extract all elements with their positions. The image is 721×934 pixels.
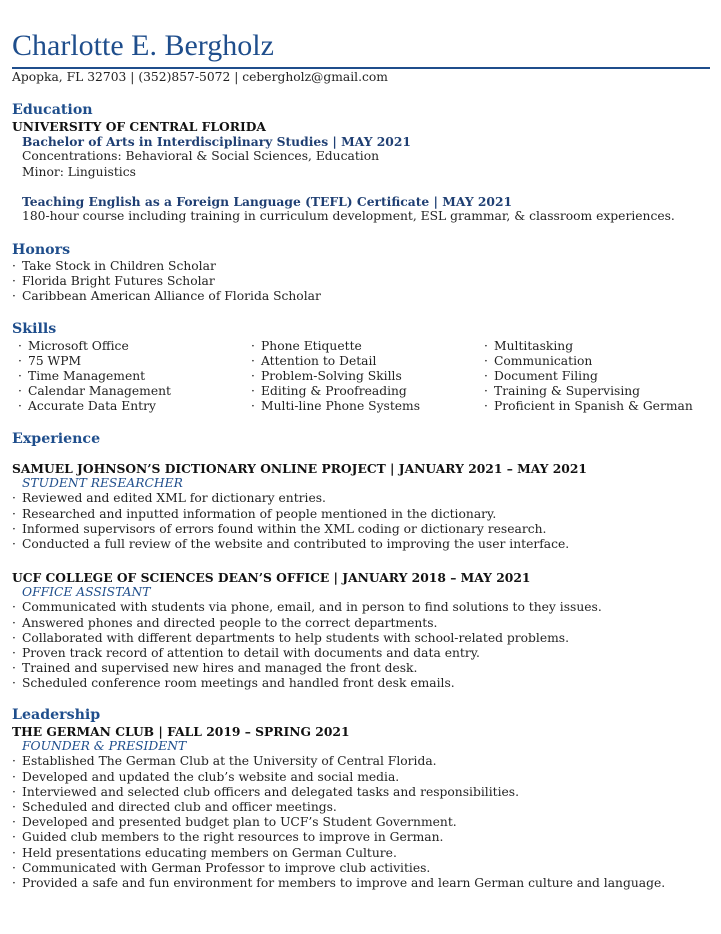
education-section <box>12 102 709 224</box>
skill-item: · Editing & Proofreading <box>251 384 420 399</box>
skill-item: · Communication <box>484 354 693 369</box>
duty-item: · Collaborated with different departments to help students with school-related problems. <box>12 631 709 646</box>
duty-item: · Held presentations educating members on German Culture. <box>12 846 709 861</box>
leadership-heading: Leadership <box>12 707 101 723</box>
job-duties <box>12 600 709 691</box>
skill-item: · Calendar Management <box>18 384 171 399</box>
skill-item: · Document Filing <box>484 369 693 384</box>
job-role: STUDENT RESEARCHER <box>22 476 183 491</box>
skills-column-2 <box>251 339 420 415</box>
certificate-title: Teaching English as a Foreign Language (TEFL) Certificate | MAY 2021 <box>22 193 513 209</box>
duty-item: · Communicated with German Professor to improve club activities. <box>12 861 709 876</box>
duty-item: · Reviewed and edited XML for dictionary entries. <box>12 491 709 506</box>
honor-item: · Caribbean American Alliance of Florida Scholar <box>12 289 709 304</box>
honors-list <box>12 259 709 305</box>
skill-item: · Training & Supervising <box>484 384 693 399</box>
skill-item: · Multitasking <box>484 339 693 354</box>
honors-section <box>12 242 709 305</box>
duty-item: · Researched and inputted information of people mentioned in the dictionary. <box>12 507 709 522</box>
contact-line: Apopka, FL 32703 | (352)857-5072 | cebergholz@gmail.com <box>12 70 388 84</box>
skill-item: · Phone Etiquette <box>251 339 420 354</box>
honors-heading: Honors <box>12 242 71 258</box>
job-role: OFFICE ASSISTANT <box>22 585 151 600</box>
experience-heading: Experience <box>12 431 101 447</box>
duty-item: · Conducted a full review of the website and contributed to improving the user interface. <box>12 537 709 552</box>
skill-item: · Accurate Data Entry <box>18 399 171 414</box>
duty-item: · Provided a safe and fun environment for members to improve and learn German culture and language. <box>12 876 709 891</box>
honor-item: · Florida Bright Futures Scholar <box>12 274 709 289</box>
duty-item: · Proven track record of attention to detail with documents and data entry. <box>12 646 709 661</box>
skills-heading: Skills <box>12 321 57 337</box>
skill-item: · Proficient in Spanish & German <box>484 399 693 414</box>
job-entry <box>12 570 709 692</box>
candidate-name: Charlotte E. Bergholz <box>12 29 274 62</box>
duty-item: · Communicated with students via phone, email, and in person to find solutions to they issues. <box>12 600 709 615</box>
school-name: UNIVERSITY OF CENTRAL FLORIDA <box>12 119 266 134</box>
leadership-title: THE GERMAN CLUB | FALL 2019 – SPRING 2021 <box>12 724 350 739</box>
leadership-role: FOUNDER & PRESIDENT <box>22 739 187 754</box>
skills-column-3 <box>484 339 693 415</box>
leadership-duties <box>12 754 709 891</box>
duty-item: · Answered phones and directed people to the correct departments. <box>12 616 709 631</box>
experience-section <box>12 431 709 448</box>
duty-item: · Scheduled conference room meetings and handled front desk emails. <box>12 676 709 691</box>
duty-item: · Guided club members to the right resources to improve in German. <box>12 830 709 845</box>
job-duties <box>12 491 709 552</box>
duty-item: · Scheduled and directed club and officer meetings. <box>12 800 709 815</box>
concentrations: Concentrations: Behavioral & Social Sciences, Education <box>22 149 380 164</box>
skill-item: · Multi-line Phone Systems <box>251 399 420 414</box>
job-entry <box>12 461 709 552</box>
skill-item: · Time Management <box>18 369 171 384</box>
duty-item: · Developed and presented budget plan to UCF’s Student Government. <box>12 815 709 830</box>
honor-item: · Take Stock in Children Scholar <box>12 259 709 274</box>
skills-column-1 <box>18 339 171 415</box>
duty-item: · Interviewed and selected club officers and delegated tasks and responsibilities. <box>12 785 709 800</box>
skill-item: · Microsoft Office <box>18 339 171 354</box>
job-title: SAMUEL JOHNSON’S DICTIONARY ONLINE PROJECT | JANUARY 2021 – MAY 2021 <box>12 461 587 476</box>
duty-item: · Trained and supervised new hires and managed the front desk. <box>12 661 709 676</box>
skill-item: · Attention to Detail <box>251 354 420 369</box>
duty-item: · Established The German Club at the University of Central Florida. <box>12 754 709 769</box>
duty-item: · Informed supervisors of errors found within the XML coding or dictionary research. <box>12 522 709 537</box>
job-title: UCF COLLEGE OF SCIENCES DEAN’S OFFICE | JANUARY 2018 – MAY 2021 <box>12 570 531 585</box>
certificate-description: 180-hour course including training in curriculum development, ESL grammar, & classroom experiences. <box>22 208 675 223</box>
duty-item: · Developed and updated the club’s website and social media. <box>12 770 709 785</box>
degree-title: Bachelor of Arts in Interdisciplinary Studies | MAY 2021 <box>22 134 411 150</box>
skill-item: · 75 WPM <box>18 354 171 369</box>
education-heading: Education <box>12 102 93 118</box>
leadership-section <box>12 707 709 891</box>
skill-item: · Problem-Solving Skills <box>251 369 420 384</box>
skills-section <box>12 321 709 414</box>
minor: Minor: Linguistics <box>22 164 136 179</box>
